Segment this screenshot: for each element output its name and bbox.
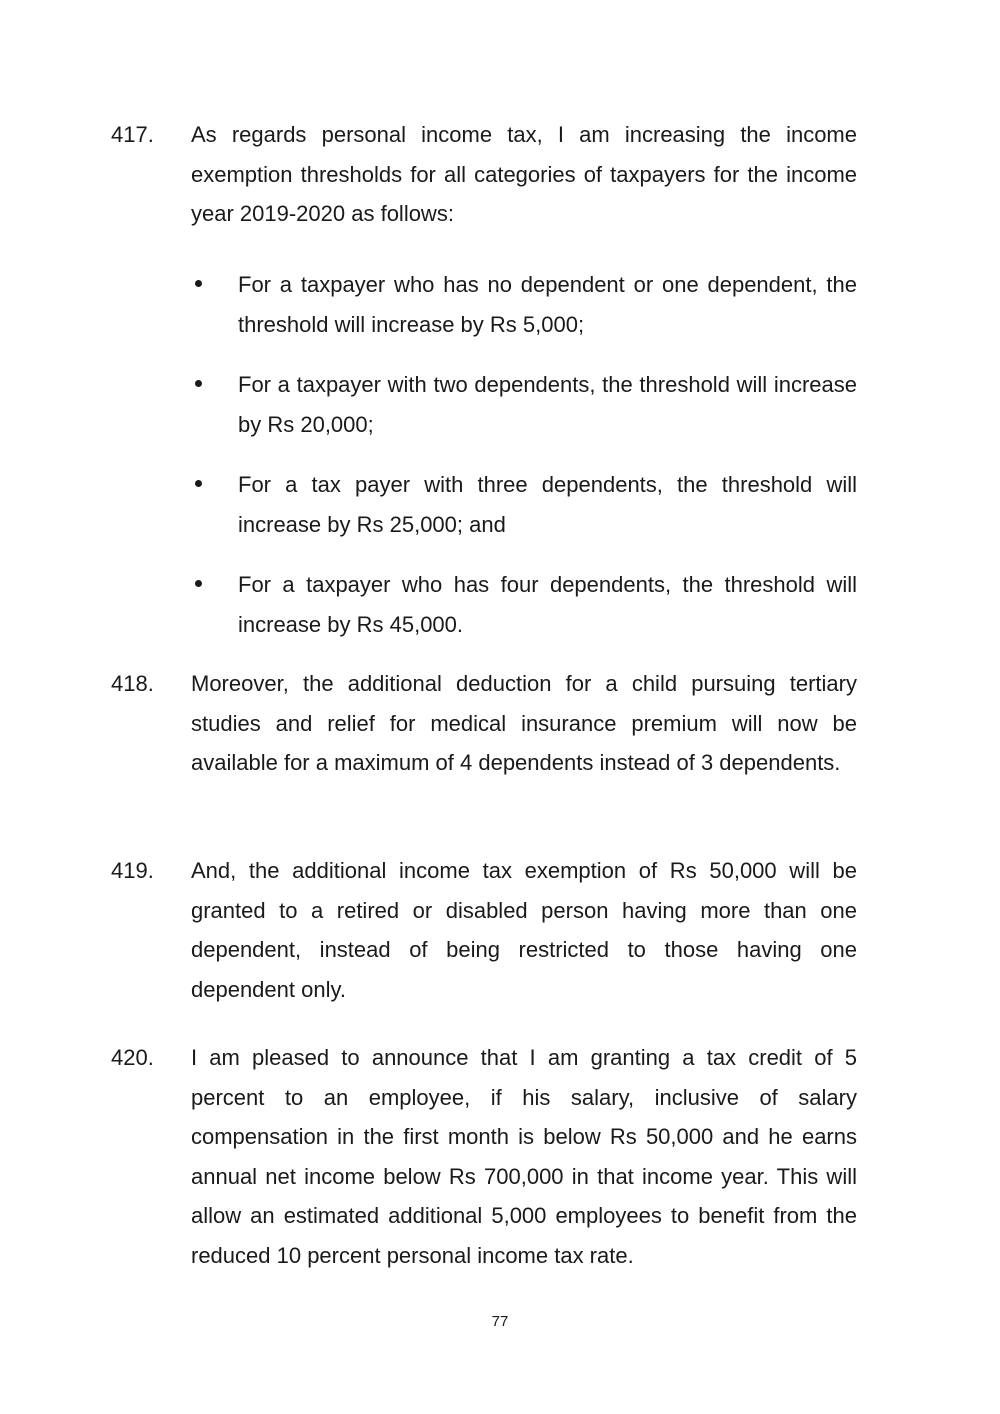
paragraph-number: 420.	[111, 1045, 154, 1070]
paragraph-number: 419.	[111, 858, 154, 883]
bullet-icon	[195, 280, 202, 287]
bullet-icon	[195, 580, 202, 587]
bullet-text: For a tax payer with three dependents, the threshold will increase by Rs 25,000; and	[238, 472, 857, 537]
paragraph-text: I am pleased to announce that I am granting a tax credit of 5 percent to an employee, if his salary, inclusive of salary compensation in the first month is below Rs 50,000 and he earns annual net income below Rs 700,000 in that income year. This will allow an estimated additional 5,000 employees to benefit from the reduced 10 percent personal income tax rate.	[191, 1045, 857, 1268]
paragraph-text: Moreover, the additional deduction for a child pursuing tertiary studies and relief for medical insurance premium will now be available for a maximum of 4 dependents instead of 3 dependents.	[191, 671, 857, 775]
bullet-text: For a taxpayer with two dependents, the threshold will increase by Rs 20,000;	[238, 372, 857, 437]
page-number: 77	[491, 1313, 509, 1330]
bullet-text: For a taxpayer who has four dependents, the threshold will increase by Rs 45,000.	[238, 572, 857, 637]
paragraph-number: 417.	[111, 122, 154, 147]
paragraph-text: As regards personal income tax, I am increasing the income exemption thresholds for all categories of taxpayers for the income year 2019-2020 as follows:	[191, 122, 857, 226]
bullet-icon	[195, 480, 202, 487]
paragraph-text: And, the additional income tax exemption of Rs 50,000 will be granted to a retired or disabled person having more than one dependent, instead of being restricted to those having one dependent only.	[191, 858, 857, 1002]
paragraph-number: 418.	[111, 671, 154, 696]
bullet-icon	[195, 380, 202, 387]
bullet-text: For a taxpayer who has no dependent or one dependent, the threshold will increase by Rs 5,000;	[238, 272, 857, 337]
